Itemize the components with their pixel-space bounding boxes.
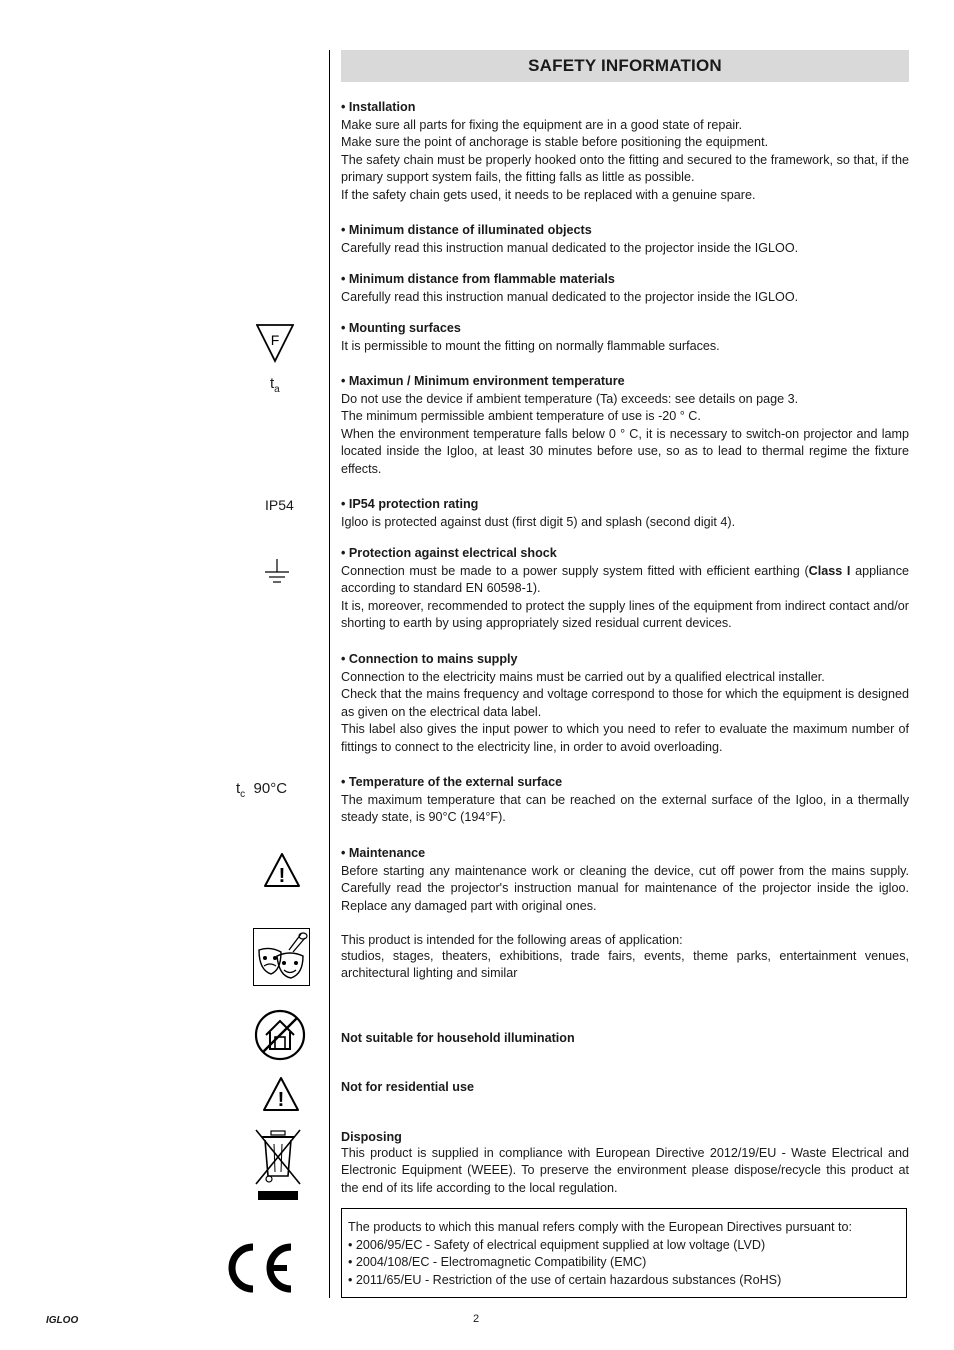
theater-masks-icon: [253, 928, 310, 986]
section-heading: • Temperature of the external surface: [341, 775, 563, 789]
directives-box: [341, 1208, 907, 1298]
section-heading: • Maintenance: [341, 846, 426, 860]
section-text: studios, stages, theaters, exhibitions, trade fairs, events, theme parks, entertainment venues, architectural lighting and similar: [341, 948, 909, 981]
section-min-illuminated: [341, 222, 909, 257]
section-min-flammable: [341, 271, 909, 306]
section-heading: • Connection to mains supply: [341, 652, 518, 666]
section-temperature: [341, 373, 909, 479]
section-heading: Disposing: [341, 1130, 402, 1144]
page-title: SAFETY INFORMATION: [528, 56, 722, 75]
section-mains-supply: [341, 651, 909, 757]
section-installation: [341, 99, 909, 205]
section-text: This label also gives the input power to which you need to refer to evaluate the maximum number of fittings to connect to the electricity line, in order to avoid overloading.: [341, 722, 909, 754]
title-bar: [341, 50, 909, 82]
section-text: Make sure all parts for fixing the equipment are in a good state of repair.: [341, 117, 743, 132]
section-text: When the environment temperature falls below 0 ° C, it is necessary to switch-on projector and lamp located inside the Igloo, at least 30 minutes before use, so as to lead to thermal regime the fixture effects.: [341, 426, 909, 476]
section-text: It is permissible to mount the fitting on normally flammable surfaces.: [341, 338, 720, 353]
warning-triangle-icon: [262, 1076, 300, 1112]
section-household: [341, 1030, 909, 1048]
section-text: This product is supplied in compliance with European Directive 2012/19/EU - Waste Electrical and Electronic Equipment (WEEE). To preserve the environment please dispose/recycle this product at the end of its life according to the local regulation.: [341, 1145, 909, 1195]
section-heading: • Minimum distance from flammable materials: [341, 272, 615, 286]
ip54-label: IP54: [265, 497, 294, 513]
section-text: Igloo is protected against dust (first digit 5) and splash (second digit 4).: [341, 514, 736, 529]
section-text: The safety chain must be properly hooked onto the fitting and secured to the framework, so that, if the primary support system fails, the fitting falls as little as possible.: [341, 152, 909, 185]
section-mounting: [341, 320, 909, 355]
section-text: Carefully read this instruction manual dedicated to the projector inside the IGLOO.: [341, 289, 799, 304]
flammable-surface-f-icon: [256, 323, 294, 363]
section-ip54: [341, 496, 909, 531]
section-text: Do not use the device if ambient temperature (Ta) exceeds: see details on page 3.: [341, 391, 799, 406]
directives-intro: The products to which this manual refers comply with the European Directives pursuant to:: [348, 1220, 852, 1234]
section-text: Not for residential use: [341, 1080, 474, 1094]
section-residential: [341, 1079, 909, 1097]
section-heading: • Protection against electrical shock: [341, 546, 557, 560]
no-household-icon: [254, 1009, 306, 1061]
ta-label: $t_a$: [270, 375, 280, 395]
section-heading: • Maximun / Minimum environment temperature: [341, 374, 625, 388]
page-number: 2: [473, 1313, 480, 1325]
svg-text:!: !: [277, 1089, 285, 1111]
section-text: The maximum temperature that can be reached on the external surface of the Igloo, in a thermally steady state, is 90°C (194°F).: [341, 792, 909, 825]
section-application: [341, 932, 909, 983]
section-text: Not suitable for household illumination: [341, 1031, 575, 1045]
section-disposing: [341, 1129, 909, 1197]
section-text: This product is intended for the following areas of application:: [341, 933, 683, 947]
svg-text:F: F: [270, 332, 280, 348]
section-maintenance: [341, 845, 909, 915]
section-text: The minimum permissible ambient temperature of use is -20 ° C.: [341, 409, 701, 424]
directive-item: • 2004/108/EC - Electromagnetic Compatibility (EMC): [348, 1255, 647, 1270]
warning-triangle-icon: [263, 852, 301, 888]
section-text: Connection to the electricity mains must be carried out by a qualified electrical installer.: [341, 669, 825, 684]
section-text: Before starting any maintenance work or cleaning the device, cut off power from the mains supply. Carefully read the projector's instruction manual for maintenance of the projector inside the igloo. Replace any damaged part with original ones.: [341, 863, 909, 913]
svg-text:!: !: [278, 865, 286, 887]
section-text: If the safety chain gets used, it needs to be replaced with a genuine spare.: [341, 187, 756, 202]
section-electrical-shock: [341, 545, 909, 633]
directive-item: • 2011/65/EU - Restriction of the use of certain hazardous substances (RoHS): [348, 1272, 782, 1287]
section-text: Connection must be made to a power supply system fitted with efficient earthing (Class I appliance according to standard EN 60598-1).: [341, 563, 909, 596]
crossed-bin-icon: [254, 1128, 302, 1204]
section-heading: • Minimum distance of illuminated objects: [341, 223, 592, 237]
section-heading: • Installation: [341, 100, 416, 114]
section-text: Carefully read this instruction manual dedicated to the projector inside the IGLOO.: [341, 240, 799, 255]
section-surface-temp: [341, 774, 909, 827]
footer-brand: IGLOO: [46, 1315, 79, 1326]
ce-mark-icon: [223, 1242, 295, 1294]
section-heading: • Mounting surfaces: [341, 321, 461, 335]
earth-ground-icon: [264, 558, 290, 586]
section-text: It is, moreover, recommended to protect the supply lines of the equipment from indirect contact and/or shorting to earth by using appropriately sized residual current devices.: [341, 598, 909, 631]
tc-label: $t_c$ 90°C: [236, 780, 288, 800]
section-text: Make sure the point of anchorage is stable before positioning the equipment.: [341, 135, 769, 150]
column-divider: [329, 50, 330, 1298]
directive-item: • 2006/95/EC - Safety of electrical equipment supplied at low voltage (LVD): [348, 1237, 766, 1252]
section-text: Check that the mains frequency and voltage correspond to those for which the equipment is designed as given on the electrical data label.: [341, 687, 909, 719]
section-heading: • IP54 protection rating: [341, 497, 479, 511]
